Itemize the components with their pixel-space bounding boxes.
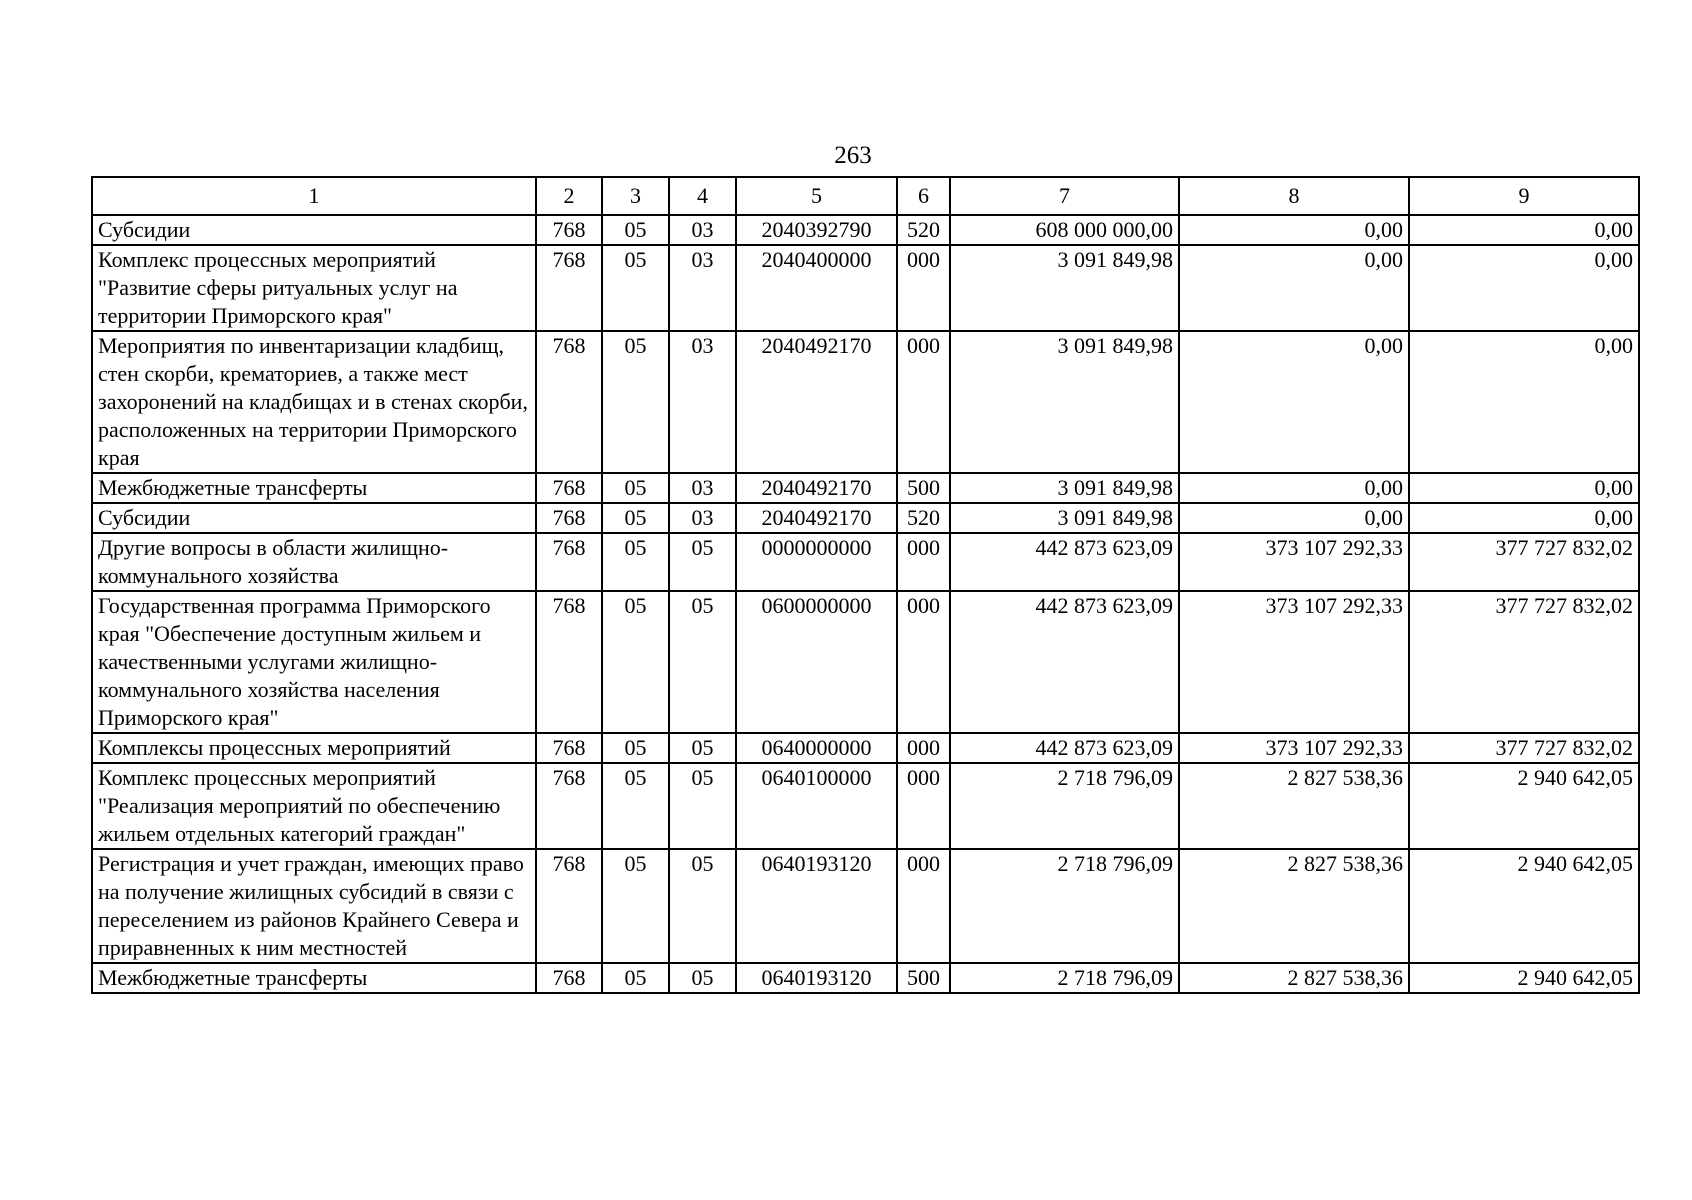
section-code: 05 xyxy=(602,245,669,331)
expense-type-code: 000 xyxy=(897,591,950,733)
amount-col-7: 442 873 623,09 xyxy=(950,533,1179,591)
ministry-code: 768 xyxy=(536,849,602,963)
ministry-code: 768 xyxy=(536,591,602,733)
ministry-code: 768 xyxy=(536,331,602,473)
amount-col-9: 0,00 xyxy=(1409,331,1639,473)
table-row xyxy=(92,533,1639,591)
column-header-3: 3 xyxy=(602,177,669,215)
expense-type-code: 500 xyxy=(897,473,950,503)
column-header-9: 9 xyxy=(1409,177,1639,215)
table-row xyxy=(92,963,1639,993)
amount-col-9: 377 727 832,02 xyxy=(1409,591,1639,733)
expense-type-code: 000 xyxy=(897,331,950,473)
amount-col-9: 377 727 832,02 xyxy=(1409,733,1639,763)
subsection-code: 03 xyxy=(669,473,736,503)
row-name: Государственная программа Приморского края "Обеспечение доступным жильем и качественными услугами жилищно-коммунального хозяйства населения Приморского края" xyxy=(92,591,536,733)
amount-col-8: 373 107 292,33 xyxy=(1179,733,1409,763)
table-row xyxy=(92,245,1639,331)
table-row xyxy=(92,591,1639,733)
column-header-4: 4 xyxy=(669,177,736,215)
expense-type-code: 000 xyxy=(897,849,950,963)
amount-col-8: 0,00 xyxy=(1179,331,1409,473)
amount-col-9: 2 940 642,05 xyxy=(1409,963,1639,993)
row-name: Регистрация и учет граждан, имеющих право на получение жилищных субсидий в связи с переселением из районов Крайнего Севера и приравненных к ним местностей xyxy=(92,849,536,963)
expense-type-code: 000 xyxy=(897,763,950,849)
column-header-7: 7 xyxy=(950,177,1179,215)
subsection-code: 05 xyxy=(669,849,736,963)
amount-col-7: 2 718 796,09 xyxy=(950,763,1179,849)
amount-col-7: 442 873 623,09 xyxy=(950,733,1179,763)
expense-type-code: 500 xyxy=(897,963,950,993)
ministry-code: 768 xyxy=(536,533,602,591)
subsection-code: 03 xyxy=(669,215,736,245)
table-row xyxy=(92,849,1639,963)
section-code: 05 xyxy=(602,503,669,533)
row-name: Межбюджетные трансферты xyxy=(92,963,536,993)
target-article-code: 2040492170 xyxy=(736,331,897,473)
ministry-code: 768 xyxy=(536,763,602,849)
amount-col-7: 608 000 000,00 xyxy=(950,215,1179,245)
page-number: 263 xyxy=(834,142,872,169)
amount-col-8: 0,00 xyxy=(1179,473,1409,503)
amount-col-9: 2 940 642,05 xyxy=(1409,849,1639,963)
target-article-code: 2040492170 xyxy=(736,473,897,503)
amount-col-8: 0,00 xyxy=(1179,503,1409,533)
amount-col-9: 2 940 642,05 xyxy=(1409,763,1639,849)
target-article-code: 2040392790 xyxy=(736,215,897,245)
row-name: Субсидии xyxy=(92,215,536,245)
section-code: 05 xyxy=(602,733,669,763)
table-row xyxy=(92,473,1639,503)
amount-col-8: 0,00 xyxy=(1179,215,1409,245)
table-row xyxy=(92,331,1639,473)
amount-col-7: 2 718 796,09 xyxy=(950,849,1179,963)
amount-col-9: 0,00 xyxy=(1409,245,1639,331)
subsection-code: 05 xyxy=(669,963,736,993)
table-row xyxy=(92,503,1639,533)
column-header-2: 2 xyxy=(536,177,602,215)
row-name: Мероприятия по инвентаризации кладбищ, стен скорби, крематориев, а также мест захоронений на кладбищах и в стенах скорби, расположенных на территории Приморского края xyxy=(92,331,536,473)
amount-col-7: 3 091 849,98 xyxy=(950,331,1179,473)
row-name: Субсидии xyxy=(92,503,536,533)
target-article-code: 0640193120 xyxy=(736,963,897,993)
column-header-6: 6 xyxy=(897,177,950,215)
header-row xyxy=(92,177,1639,215)
section-code: 05 xyxy=(602,215,669,245)
row-name: Комплекс процессных мероприятий "Развитие сферы ритуальных услуг на территории Приморского края" xyxy=(92,245,536,331)
ministry-code: 768 xyxy=(536,215,602,245)
amount-col-7: 3 091 849,98 xyxy=(950,473,1179,503)
section-code: 05 xyxy=(602,473,669,503)
expense-type-code: 520 xyxy=(897,503,950,533)
column-header-1: 1 xyxy=(92,177,536,215)
section-code: 05 xyxy=(602,533,669,591)
table-row xyxy=(92,733,1639,763)
amount-col-8: 2 827 538,36 xyxy=(1179,849,1409,963)
amount-col-7: 2 718 796,09 xyxy=(950,963,1179,993)
amount-col-8: 2 827 538,36 xyxy=(1179,963,1409,993)
amount-col-9: 0,00 xyxy=(1409,473,1639,503)
subsection-code: 03 xyxy=(669,503,736,533)
amount-col-7: 3 091 849,98 xyxy=(950,245,1179,331)
row-name: Другие вопросы в области жилищно-коммунального хозяйства xyxy=(92,533,536,591)
subsection-code: 05 xyxy=(669,733,736,763)
amount-col-7: 442 873 623,09 xyxy=(950,591,1179,733)
budget-table xyxy=(91,176,1640,994)
ministry-code: 768 xyxy=(536,245,602,331)
row-name: Комплексы процессных мероприятий xyxy=(92,733,536,763)
target-article-code: 2040492170 xyxy=(736,503,897,533)
ministry-code: 768 xyxy=(536,503,602,533)
subsection-code: 05 xyxy=(669,591,736,733)
section-code: 05 xyxy=(602,763,669,849)
target-article-code: 2040400000 xyxy=(736,245,897,331)
target-article-code: 0640000000 xyxy=(736,733,897,763)
table-body xyxy=(92,215,1639,993)
target-article-code: 0600000000 xyxy=(736,591,897,733)
ministry-code: 768 xyxy=(536,963,602,993)
amount-col-9: 0,00 xyxy=(1409,215,1639,245)
ministry-code: 768 xyxy=(536,733,602,763)
amount-col-8: 0,00 xyxy=(1179,245,1409,331)
column-header-5: 5 xyxy=(736,177,897,215)
amount-col-8: 373 107 292,33 xyxy=(1179,533,1409,591)
row-name: Межбюджетные трансферты xyxy=(92,473,536,503)
amount-col-7: 3 091 849,98 xyxy=(950,503,1179,533)
table-row xyxy=(92,763,1639,849)
section-code: 05 xyxy=(602,591,669,733)
amount-col-9: 377 727 832,02 xyxy=(1409,533,1639,591)
table-row xyxy=(92,215,1639,245)
target-article-code: 0640100000 xyxy=(736,763,897,849)
subsection-code: 05 xyxy=(669,533,736,591)
expense-type-code: 520 xyxy=(897,215,950,245)
ministry-code: 768 xyxy=(536,473,602,503)
subsection-code: 05 xyxy=(669,763,736,849)
amount-col-9: 0,00 xyxy=(1409,503,1639,533)
section-code: 05 xyxy=(602,849,669,963)
target-article-code: 0640193120 xyxy=(736,849,897,963)
subsection-code: 03 xyxy=(669,245,736,331)
expense-type-code: 000 xyxy=(897,533,950,591)
column-header-8: 8 xyxy=(1179,177,1409,215)
target-article-code: 0000000000 xyxy=(736,533,897,591)
expense-type-code: 000 xyxy=(897,245,950,331)
amount-col-8: 2 827 538,36 xyxy=(1179,763,1409,849)
subsection-code: 03 xyxy=(669,331,736,473)
table-header xyxy=(92,177,1639,215)
amount-col-8: 373 107 292,33 xyxy=(1179,591,1409,733)
section-code: 05 xyxy=(602,963,669,993)
expense-type-code: 000 xyxy=(897,733,950,763)
row-name: Комплекс процессных мероприятий "Реализация мероприятий по обеспечению жильем отдельных категорий граждан" xyxy=(92,763,536,849)
section-code: 05 xyxy=(602,331,669,473)
